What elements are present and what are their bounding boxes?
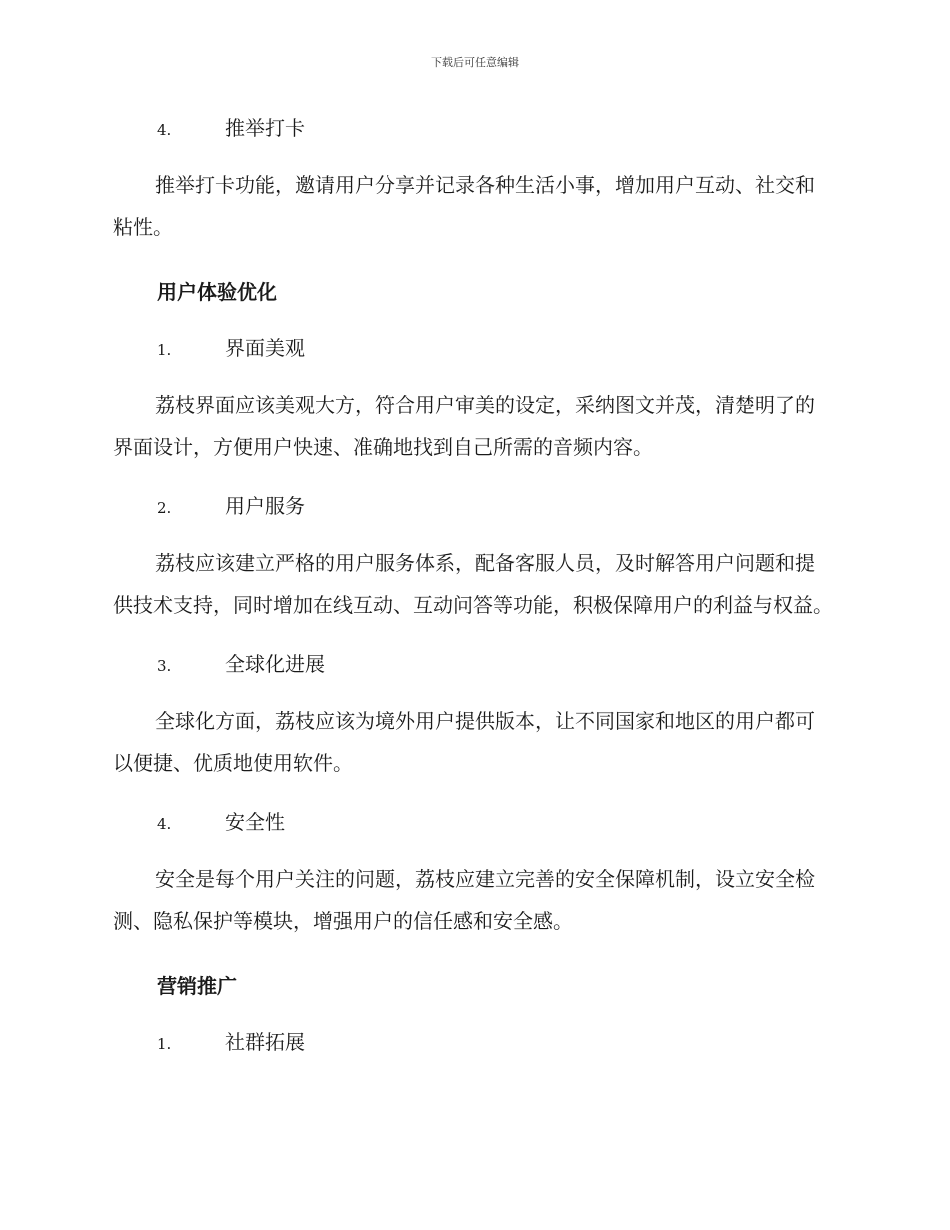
list-title: 用户服务	[225, 494, 305, 518]
list-title: 界面美观	[225, 336, 305, 360]
list-number: 4.	[157, 815, 172, 833]
list-title: 安全性	[225, 810, 285, 834]
document-body	[113, 112, 833, 1058]
section-heading-ux: 用户体验优化	[157, 280, 277, 304]
list-item-global	[157, 648, 833, 680]
paragraph-global: 全球化方面，荔枝应该为境外用户提供版本，让不同国家和地区的用户都可以便捷、优质地使用软件。	[113, 709, 815, 775]
page-header: 下载后可任意编辑	[431, 56, 519, 69]
list-title: 全球化进展	[225, 652, 325, 676]
list-item-service	[157, 490, 833, 522]
list-number: 1.	[157, 341, 172, 359]
paragraph-security: 安全是每个用户关注的问题，荔枝应建立完善的安全保障机制，设立安全检测、隐私保护等模块，增强用户的信任感和安全感。	[113, 867, 815, 933]
section-heading-marketing: 营销推广	[157, 974, 237, 998]
list-number: 3.	[157, 657, 172, 675]
list-title: 推举打卡	[225, 116, 305, 140]
paragraph-checkin: 推举打卡功能，邀请用户分享并记录各种生活小事，增加用户互动、社交和粘性。	[113, 173, 815, 239]
list-item-security	[157, 806, 833, 838]
list-number: 1.	[157, 1035, 172, 1053]
list-item-community	[157, 1026, 833, 1058]
paragraph-interface: 荔枝界面应该美观大方，符合用户审美的设定，采纳图文并茂，清楚明了的界面设计，方便用户快速、准确地找到自己所需的音频内容。	[113, 393, 815, 459]
list-item-interface	[157, 332, 833, 364]
list-number: 4.	[157, 121, 172, 139]
list-number: 2.	[157, 499, 172, 517]
paragraph-service: 荔枝应该建立严格的用户服务体系，配备客服人员，及时解答用户问题和提供技术支持，同时增加在线互动、互动问答等功能，积极保障用户的利益与权益。	[113, 551, 833, 617]
list-item-checkin	[157, 112, 833, 144]
list-title: 社群拓展	[225, 1030, 305, 1054]
